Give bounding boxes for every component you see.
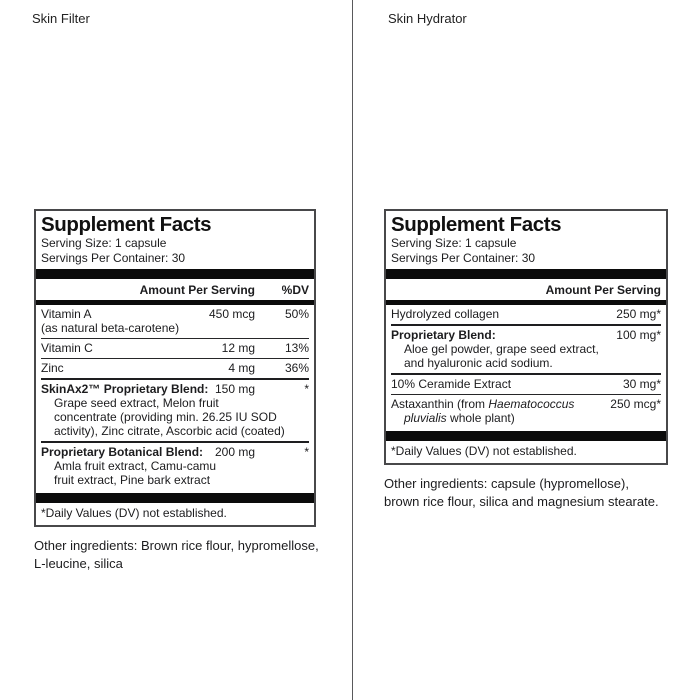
serving-size-line: Serving Size: 1 capsule (391, 236, 517, 250)
other-ingredients (34, 537, 334, 572)
nutrient-name: Vitamin A (41, 307, 92, 321)
skin-filter-panel (34, 209, 319, 572)
latin-name-italic: Haematococcus (488, 397, 575, 411)
percent-dv-header: %DV (281, 283, 309, 297)
daily-value-footnote: *Daily Values (DV) not established. (391, 444, 577, 458)
nutrient-amount: 12 mg (221, 341, 255, 355)
nutrient-name: Vitamin C (41, 341, 93, 355)
table-row-botanical-blend (41, 441, 309, 490)
servings-per-container-line: Servings Per Container: 30 (41, 250, 186, 265)
table-row-vitamin-a (41, 305, 309, 338)
blend-description-line: activity), Zinc citrate, Ascorbic acid (coated) (54, 424, 285, 438)
table-row-vitamin-c (41, 338, 309, 358)
blend-dv: * (304, 382, 309, 396)
nutrient-dv: 50% (284, 307, 309, 321)
nutrient-name-text: whole plant) (446, 411, 515, 425)
nutrient-dv: 36% (284, 361, 309, 375)
nutrient-amount: 4 mg (228, 361, 255, 375)
blend-amount: 200 mg (214, 445, 255, 459)
nutrient-name-text: Astaxanthin (from (391, 397, 489, 411)
blend-name: SkinAx2™ Proprietary Blend: (41, 382, 209, 396)
nutrient-amount: 250 mcg* (610, 397, 661, 411)
table-row-proprietary-blend (391, 324, 661, 373)
panel-divider (352, 0, 353, 700)
other-ingredients-line: brown rice flour, silica and magnesium stearate. (384, 493, 659, 509)
table-row-ceramide-extract (391, 373, 661, 394)
amount-per-serving-header: Amount Per Serving (545, 283, 661, 297)
supplement-facts-box (34, 209, 316, 527)
blend-description-line: Aloe gel powder, grape seed extract, (404, 342, 599, 356)
nutrient-name: Zinc (41, 361, 64, 375)
blend-name: Proprietary Blend: (391, 328, 496, 342)
nutrient-table (36, 305, 314, 490)
blend-dv: * (304, 445, 309, 459)
column-header-row (36, 279, 314, 300)
nutrient-description: (as natural beta-carotene) (41, 321, 180, 335)
nutrient-amount: 450 mcg (208, 307, 255, 321)
nutrient-name (391, 398, 580, 411)
nutrient-amount: 30 mg* (622, 377, 661, 391)
table-row-zinc (41, 358, 309, 378)
blend-description-line: and hyaluronic acid sodium. (404, 356, 553, 370)
blend-description-line: concentrate (providing min. 26.25 IU SOD (54, 410, 277, 424)
skin-hydrator-panel (384, 209, 668, 510)
separator-bar-thick (36, 493, 314, 503)
amount-per-serving-header: Amount Per Serving (139, 283, 255, 297)
table-row-hydrolyzed-collagen (391, 305, 661, 324)
nutrient-name: Hydrolyzed collagen (391, 307, 500, 321)
nutrient-dv: 13% (284, 341, 309, 355)
blend-name: Proprietary Botanical Blend: (41, 445, 204, 459)
column-header-row (386, 279, 666, 300)
daily-value-footnote: *Daily Values (DV) not established. (41, 506, 227, 520)
supplement-facts-title: Supplement Facts (391, 213, 562, 236)
supplement-facts-box (384, 209, 668, 465)
nutrient-name-continuation (391, 412, 661, 425)
left-product-title: Skin Filter (32, 11, 90, 26)
separator-bar-thick (386, 431, 666, 441)
blend-description-line: Grape seed extract, Melon fruit (54, 396, 219, 410)
separator-bar-thick (36, 269, 314, 279)
table-row-astaxanthin (391, 394, 661, 428)
nutrient-name: 10% Ceramide Extract (391, 377, 512, 391)
blend-description-line: fruit extract, Pine bark extract (54, 473, 211, 487)
nutrient-table (386, 305, 666, 428)
servings-per-container-line: Servings Per Container: 30 (391, 250, 536, 265)
right-product-title: Skin Hydrator (388, 11, 467, 26)
table-row-skinax2-blend (41, 378, 309, 441)
latin-name-italic: pluvialis (404, 411, 447, 425)
serving-size-line: Serving Size: 1 capsule (41, 236, 167, 250)
other-ingredients-line: L-leucine, silica (34, 555, 123, 571)
other-ingredients-line: Other ingredients: Brown rice flour, hypromellose, (34, 538, 319, 553)
separator-bar-thick (386, 269, 666, 279)
supplement-facts-title: Supplement Facts (41, 213, 212, 236)
blend-amount: 150 mg (214, 382, 255, 396)
blend-description-line: Amla fruit extract, Camu-camu (54, 459, 217, 473)
other-ingredients (384, 475, 684, 510)
nutrient-amount: 250 mg* (616, 307, 661, 321)
blend-amount: 100 mg* (616, 328, 661, 342)
other-ingredients-line: Other ingredients: capsule (hypromellose), (384, 476, 629, 491)
